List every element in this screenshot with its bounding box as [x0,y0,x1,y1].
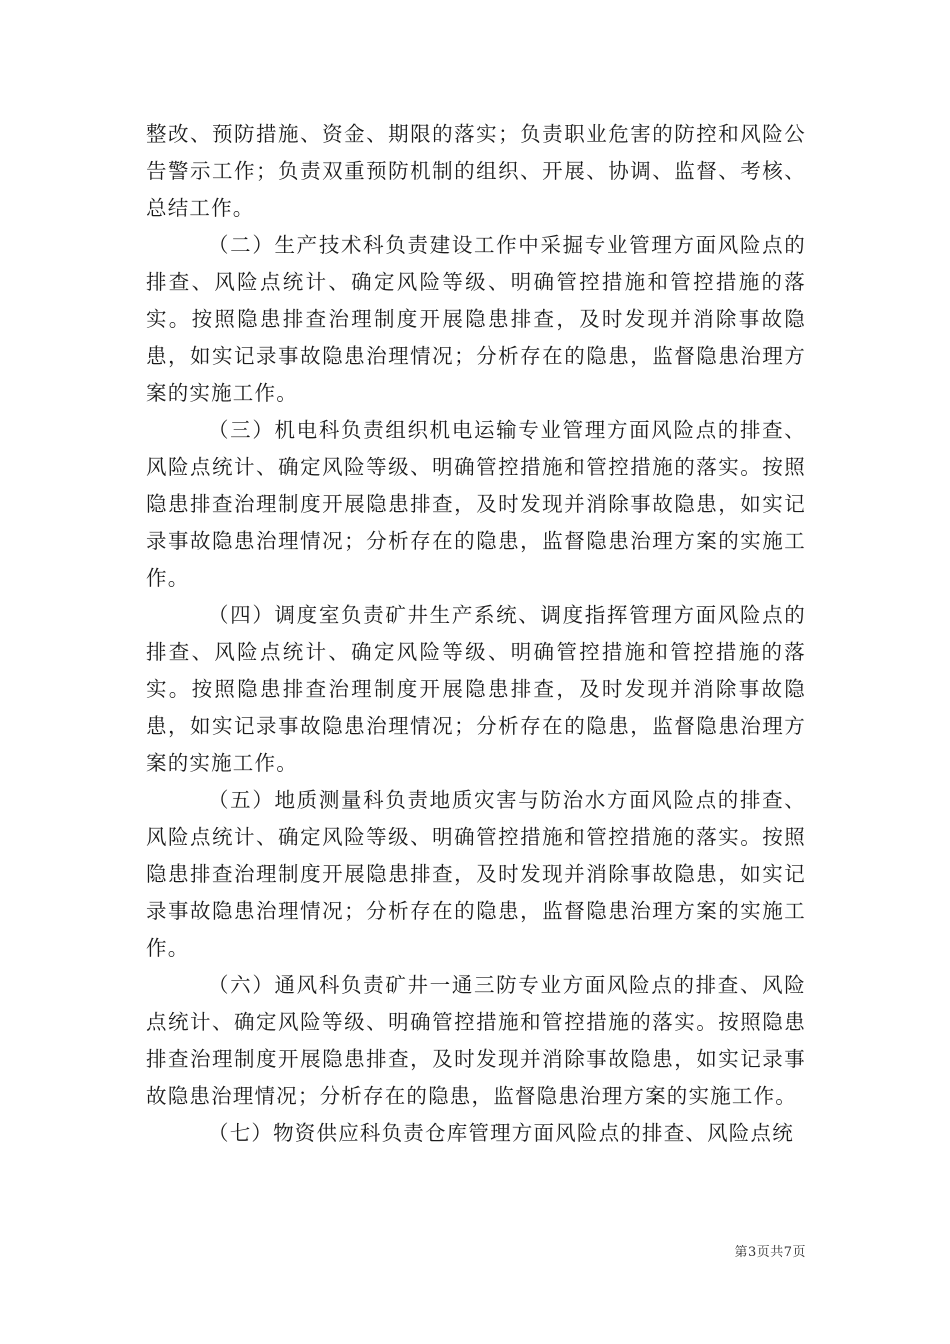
page-number: 第3页共7页 [734,1245,806,1260]
document-body [146,116,806,1152]
paragraph-item-2: （二）生产技术科负责建设工作中采掘专业管理方面风险点的排查、风险点统计、确定风险等级、明确管控措施和管控措施的落实。按照隐患排查治理制度开展隐患排查，及时发现并消除事故隐患，如实记录事故隐患治理情况；分析存在的隐患，监督隐患治理方案的实施工作。 [146,233,806,405]
paragraph-item-6: （六）通风科负责矿井一通三防专业方面风险点的排查、风险点统计、确定风险等级、明确管控措施和管控措施的落实。按照隐患排查治理制度开展隐患排查，及时发现并消除事故隐患，如实记录事故隐患治理情况；分析存在的隐患，监督隐患治理方案的实施工作。 [146,973,806,1108]
paragraph-item-7: （七）物资供应科负责仓库管理方面风险点的排查、风险点统 [208,1121,794,1145]
paragraph-item-3: （三）机电科负责组织机电运输专业管理方面风险点的排查、风险点统计、确定风险等级、明确管控措施和管控措施的落实。按照隐患排查治理制度开展隐患排查，及时发现并消除事故隐患，如实记录事故隐患治理情况；分析存在的隐患，监督隐患治理方案的实施工作。 [146,418,806,590]
paragraph-item-4: （四）调度室负责矿井生产系统、调度指挥管理方面风险点的排查、风险点统计、确定风险等级、明确管控措施和管控措施的落实。按照隐患排查治理制度开展隐患排查，及时发现并消除事故隐患，如实记录事故隐患治理情况；分析存在的隐患，监督隐患治理方案的实施工作。 [146,603,806,775]
paragraph-continuation: 整改、预防措施、资金、期限的落实；负责职业危害的防控和风险公告警示工作；负责双重预防机制的组织、开展、协调、监督、考核、总结工作。 [146,122,806,220]
paragraph-item-5: （五）地质测量科负责地质灾害与防治水方面风险点的排查、风险点统计、确定风险等级、明确管控措施和管控措施的落实。按照隐患排查治理制度开展隐患排查，及时发现并消除事故隐患，如实记录事故隐患治理情况；分析存在的隐患，监督隐患治理方案的实施工作。 [146,788,806,960]
